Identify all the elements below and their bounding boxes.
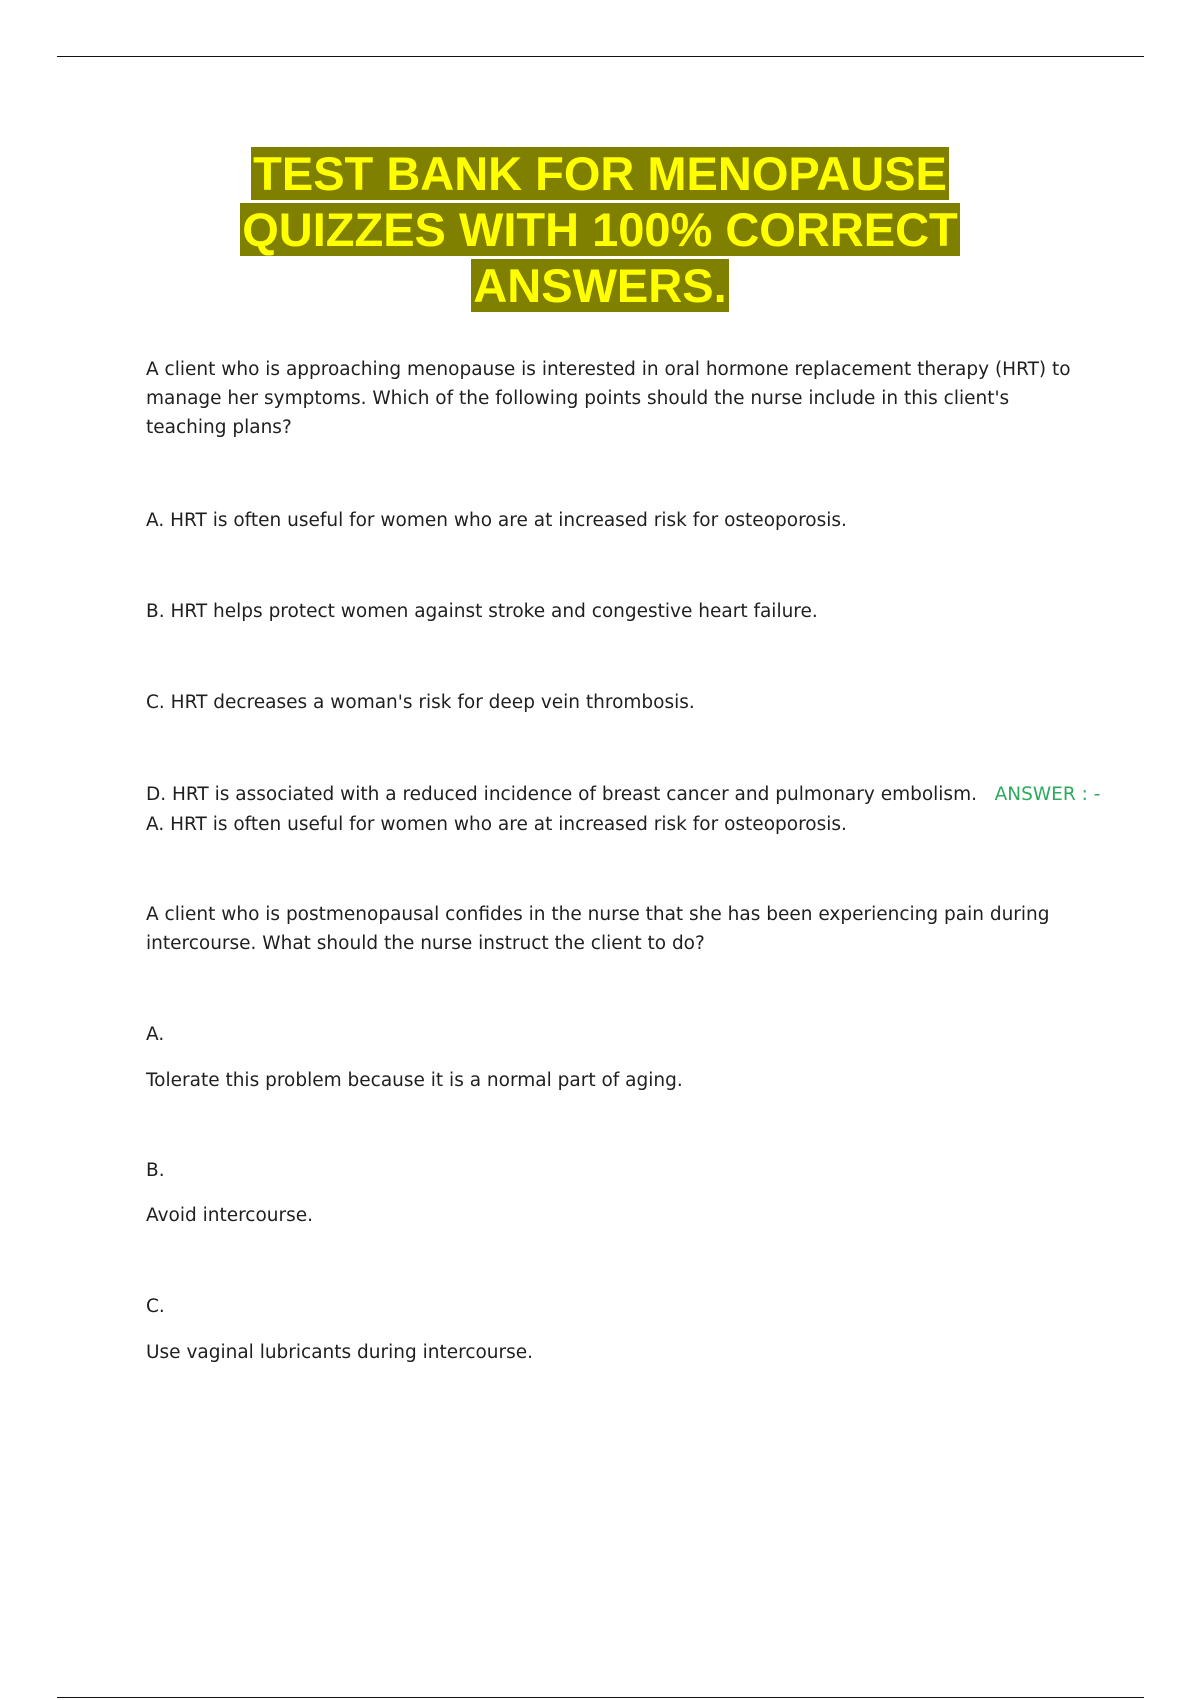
question-1-option-d-line: [146, 780, 1106, 809]
question-2-option-b-text: Avoid intercourse.: [146, 1205, 314, 1226]
question-2-option-c-text: Use vaginal lubricants during intercourse.: [146, 1342, 534, 1363]
title-line-2: QUIZZES WITH 100% CORRECT: [242, 203, 958, 256]
question-2-option-c-letter: C.: [146, 1296, 165, 1317]
question-2-option-a-letter: A.: [146, 1024, 165, 1045]
question-2-stem: A client who is postmenopausal confides in the nurse that she has been experiencing pain during intercourse. What should the nurse instruct the client to do?: [146, 904, 1050, 954]
question-1-option-c: C. HRT decreases a woman's risk for deep vein thrombosis.: [146, 692, 695, 713]
title-line-1: TEST BANK FOR MENOPAUSE: [253, 147, 947, 200]
title-line-3: ANSWERS.: [473, 259, 727, 312]
question-1-option-a: A. HRT is often useful for women who are at increased risk for osteoporosis.: [146, 510, 847, 531]
question-1-option-b: B. HRT helps protect women against stroke and congestive heart failure.: [146, 601, 818, 622]
question-1-option-d: D. HRT is associated with a reduced incidence of breast cancer and pulmonary embolism.: [146, 784, 977, 805]
question-2-option-b-letter: B.: [146, 1160, 165, 1181]
question-2-option-a-text: Tolerate this problem because it is a normal part of aging.: [146, 1070, 683, 1091]
top-rule: [57, 56, 1144, 57]
question-1-stem: A client who is approaching menopause is interested in oral hormone replacement therapy (HRT) to manage her symptoms. Which of the following points should the nurse include in this client's teaching plans?: [146, 359, 1071, 438]
answer-label: ANSWER : -: [994, 784, 1101, 805]
document-title: [0, 146, 1200, 314]
question-1-answer-text: A. HRT is often useful for women who are at increased risk for osteoporosis.: [146, 814, 847, 835]
bottom-rule: [57, 1697, 1144, 1698]
